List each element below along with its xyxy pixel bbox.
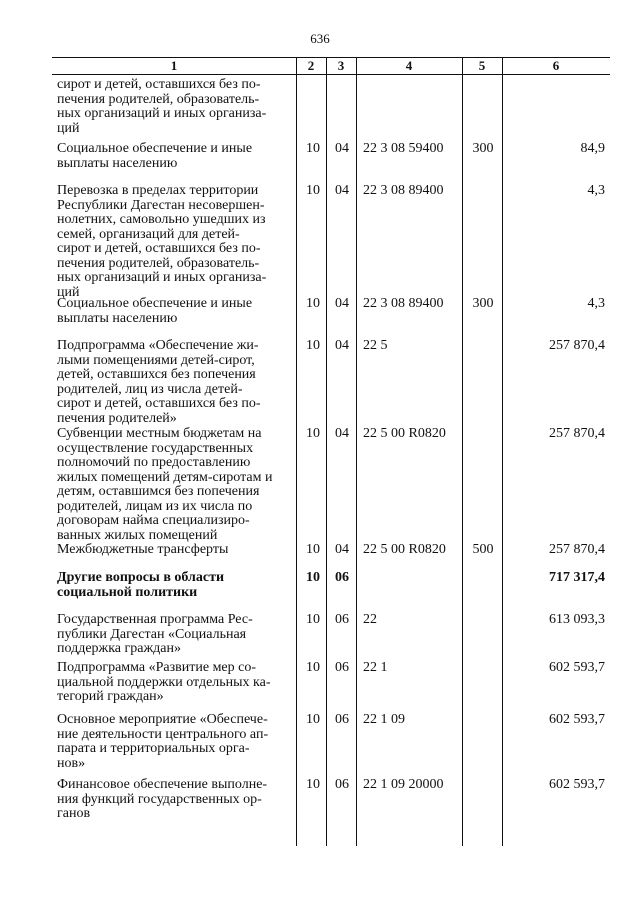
header-col-2: 2 xyxy=(307,58,315,73)
row-name: Другие вопросы в области социальной политики xyxy=(57,570,225,600)
expense-type-code: 500 xyxy=(472,542,494,557)
section-code: 10 xyxy=(306,660,320,675)
subsection-code: 06 xyxy=(335,712,349,727)
target-item-code: 22 3 08 89400 xyxy=(363,296,444,311)
column-divider xyxy=(502,57,503,846)
amount: 257 870,4 xyxy=(549,338,605,353)
row-name: Перевозка в пределах территории Республики Дагестан несовершен- нолетних, самовольно ушедших из семей, организаций для детей- сирот и детей, оставшихся без по- печения родителей, образователь- ных организаций и иных организа- ций xyxy=(57,183,267,300)
row-name: Подпрограмма «Развитие мер со- циальной поддержки отдельных ка- тегорий граждан» xyxy=(57,660,271,704)
column-divider xyxy=(356,57,357,846)
header-bottom-rule xyxy=(52,74,610,75)
target-item-code: 22 3 08 89400 xyxy=(363,183,444,198)
section-code: 10 xyxy=(306,296,320,311)
section-code: 10 xyxy=(306,183,320,198)
amount: 84,9 xyxy=(580,141,605,156)
subsection-code: 04 xyxy=(335,141,349,156)
target-item-code: 22 3 08 59400 xyxy=(363,141,444,156)
subsection-code: 06 xyxy=(335,570,349,585)
amount: 613 093,3 xyxy=(549,612,605,627)
subsection-code: 04 xyxy=(335,183,349,198)
subsection-code: 04 xyxy=(335,296,349,311)
amount: 602 593,7 xyxy=(549,660,605,675)
header-col-1: 1 xyxy=(170,58,178,73)
section-code: 10 xyxy=(306,338,320,353)
expense-type-code: 300 xyxy=(472,141,494,156)
section-code: 10 xyxy=(306,542,320,557)
header-col-4: 4 xyxy=(405,58,413,73)
amount: 257 870,4 xyxy=(549,426,605,441)
subsection-code: 06 xyxy=(335,660,349,675)
expense-type-code: 300 xyxy=(472,296,494,311)
row-name: Социальное обеспечение и иные выплаты населению xyxy=(57,296,253,326)
section-code: 10 xyxy=(306,777,320,792)
subsection-code: 04 xyxy=(335,542,349,557)
table-top-rule xyxy=(52,57,610,58)
target-item-code: 22 1 xyxy=(363,660,388,675)
column-divider xyxy=(462,57,463,846)
page-number: 636 xyxy=(310,31,330,46)
target-item-code: 22 5 00 R0820 xyxy=(363,426,446,441)
row-name: Субвенции местным бюджетам на осуществление государственных полномочий по предоставлению жилых помещений детям-сиротам и детям, оставшимся без попечения родителей, лицам из их числа по договорам найма специализиро- ванных жилых помещений xyxy=(57,426,273,543)
amount: 4,3 xyxy=(587,183,605,198)
column-divider xyxy=(296,57,297,846)
amount: 602 593,7 xyxy=(549,712,605,727)
target-item-code: 22 1 09 xyxy=(363,712,405,727)
budget-table xyxy=(52,57,610,846)
target-item-code: 22 5 xyxy=(363,338,388,353)
subsection-code: 04 xyxy=(335,426,349,441)
row-name: Социальное обеспечение и иные выплаты населению xyxy=(57,141,253,171)
section-code: 10 xyxy=(306,570,320,585)
subsection-code: 06 xyxy=(335,777,349,792)
section-code: 10 xyxy=(306,426,320,441)
amount: 4,3 xyxy=(587,296,605,311)
section-code: 10 xyxy=(306,612,320,627)
row-name: сирот и детей, оставшихся без по- печения родителей, образователь- ных организаций и иных организа- ций xyxy=(57,77,267,136)
header-col-6: 6 xyxy=(552,58,560,73)
subsection-code: 06 xyxy=(335,612,349,627)
target-item-code: 22 1 09 20000 xyxy=(363,777,444,792)
row-name: Подпрограмма «Обеспечение жи- лыми помещениями детей-сирот, детей, оставшихся без попечения родителей, лиц из числа детей- сирот и детей, оставшихся без по- печения родителей» xyxy=(57,338,261,426)
row-name: Основное мероприятие «Обеспече- ние деятельности центрального ап- парата и территориальных орга- нов» xyxy=(57,712,269,771)
amount: 717 317,4 xyxy=(549,570,605,585)
amount: 602 593,7 xyxy=(549,777,605,792)
target-item-code: 22 xyxy=(363,612,377,627)
row-name: Финансовое обеспечение выполне- ния функций государственных ор- ганов xyxy=(57,777,268,821)
header-col-3: 3 xyxy=(337,58,345,73)
section-code: 10 xyxy=(306,141,320,156)
section-code: 10 xyxy=(306,712,320,727)
header-col-5: 5 xyxy=(478,58,486,73)
subsection-code: 04 xyxy=(335,338,349,353)
column-divider xyxy=(326,57,327,846)
row-name: Межбюджетные трансферты xyxy=(57,542,229,557)
amount: 257 870,4 xyxy=(549,542,605,557)
target-item-code: 22 5 00 R0820 xyxy=(363,542,446,557)
row-name: Государственная программа Рес- публики Дагестан «Социальная поддержка граждан» xyxy=(57,612,253,656)
